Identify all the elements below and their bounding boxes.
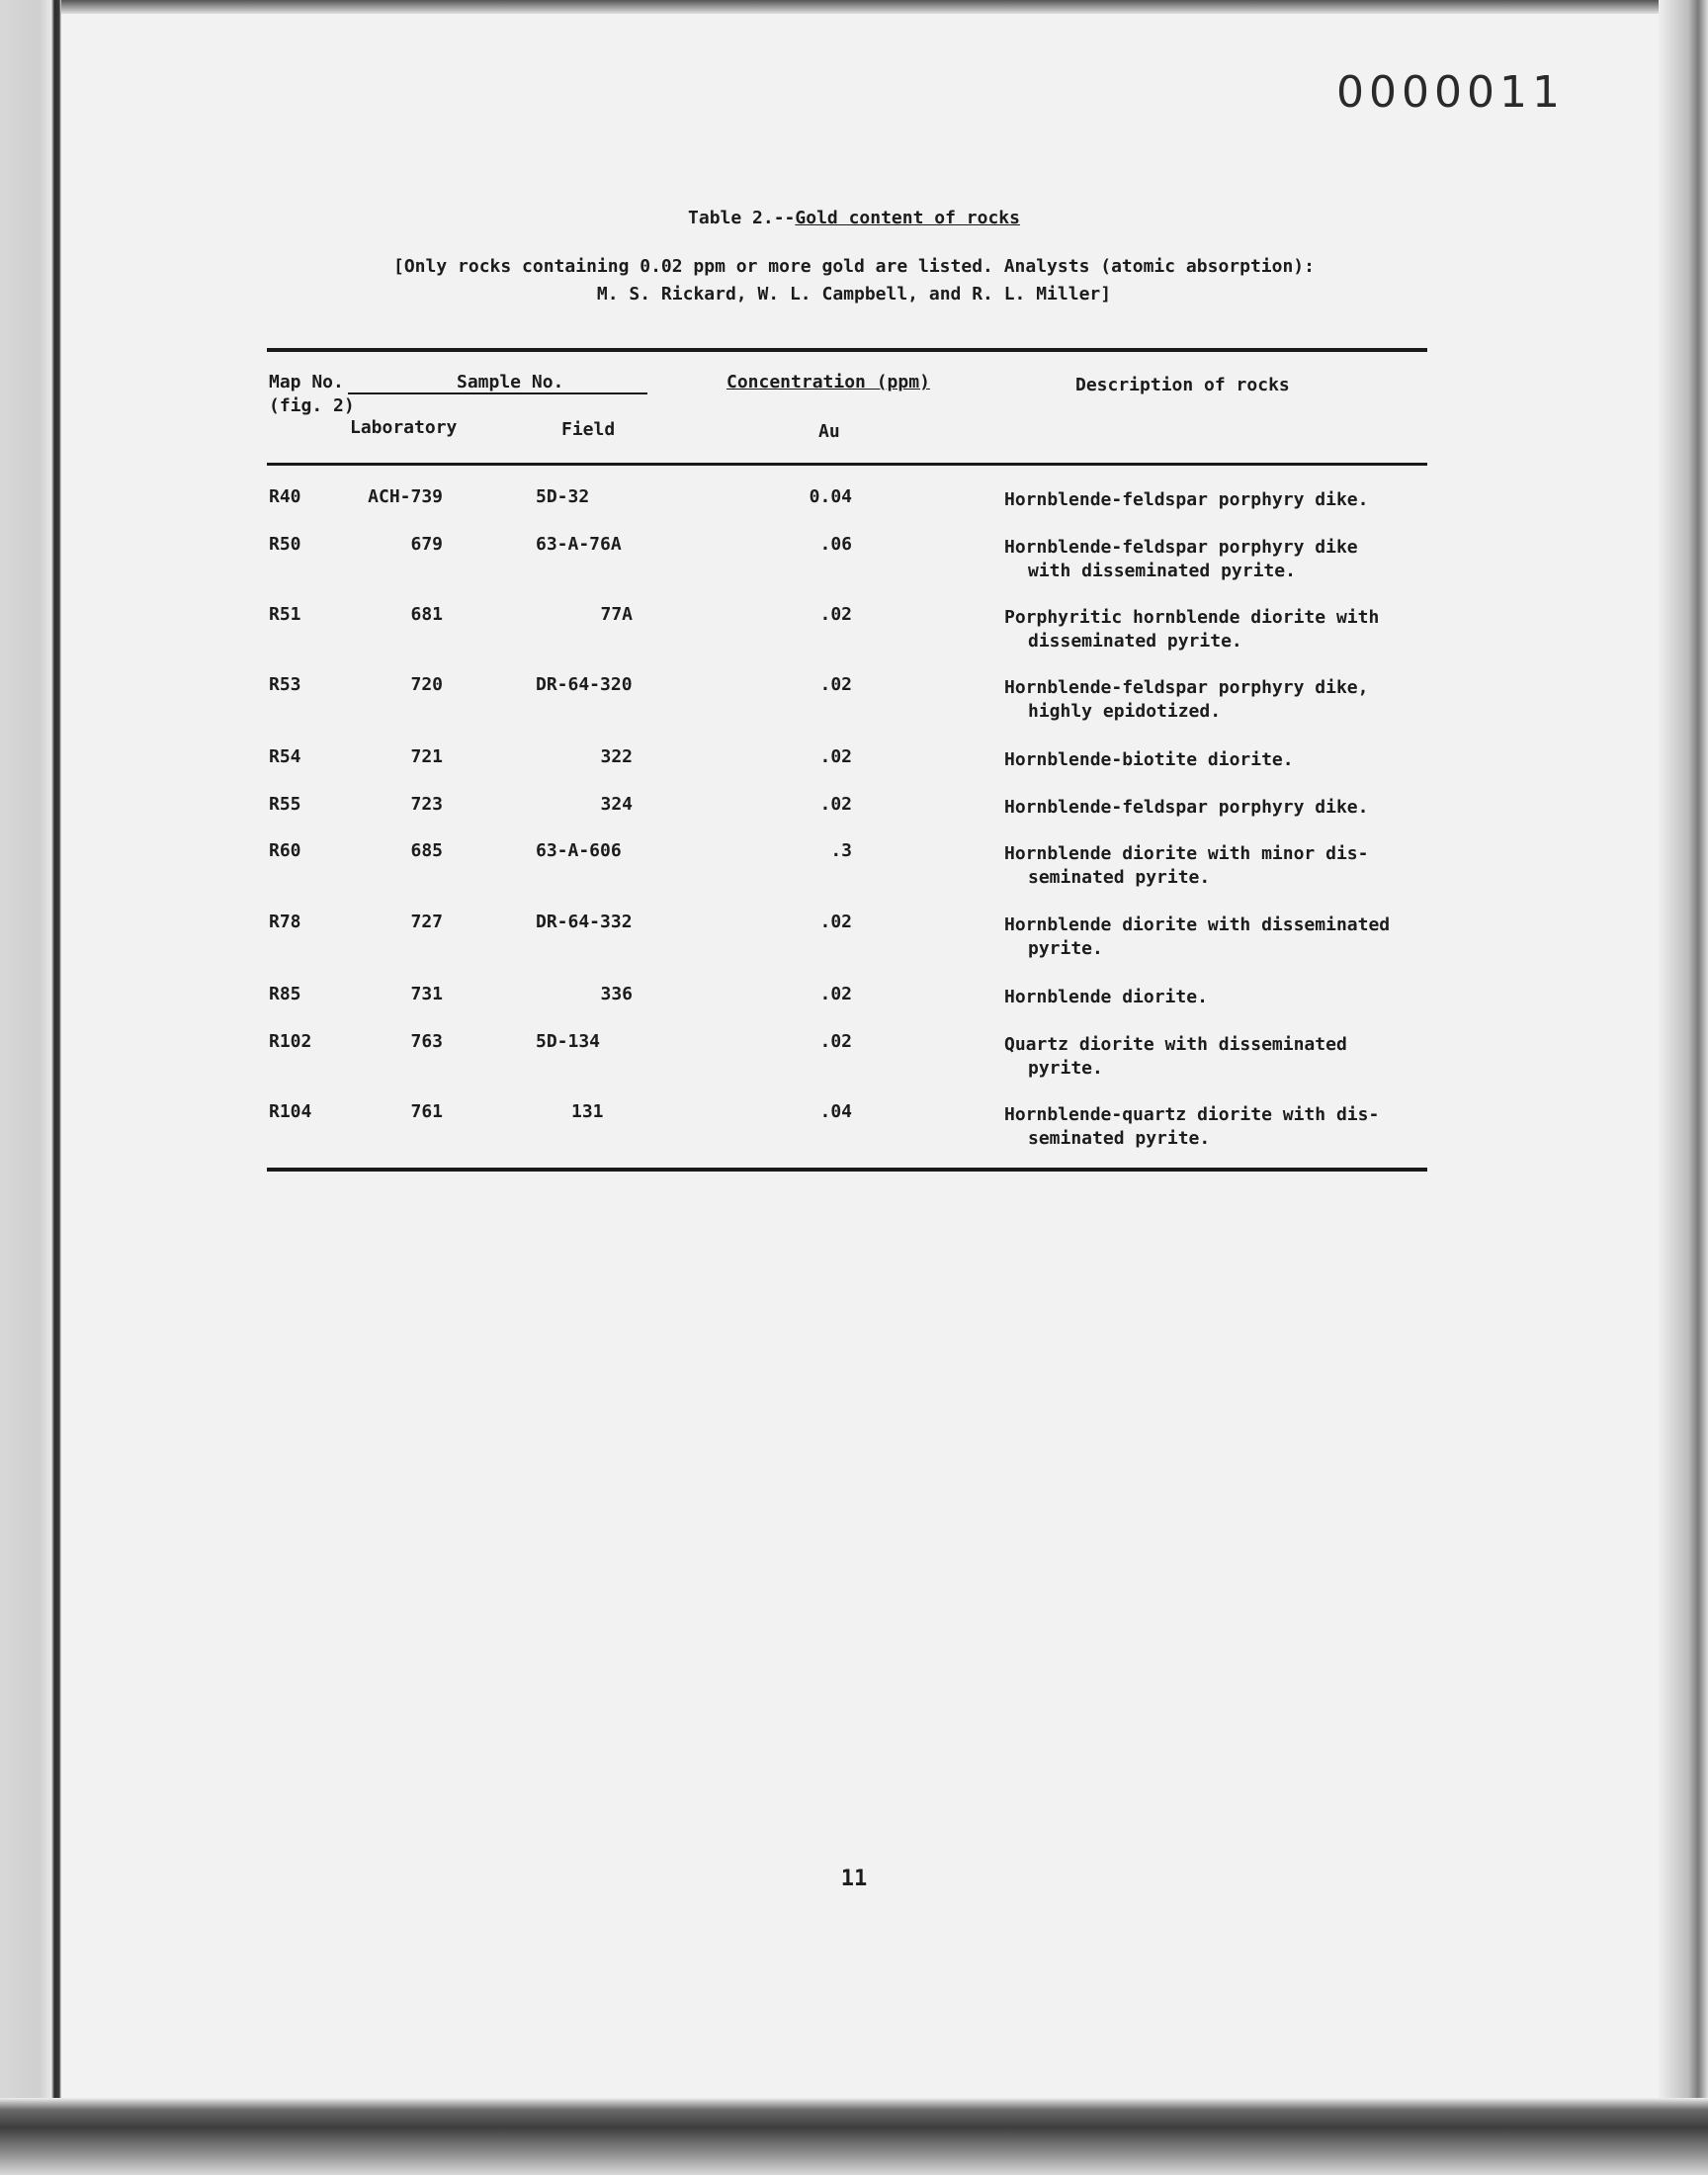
cell-map-no: R78 (269, 912, 301, 932)
scan-bottom-binding (0, 2098, 1708, 2175)
cell-field: 63-A-606 (536, 840, 622, 861)
table-title (0, 208, 1708, 228)
table-row (0, 604, 1708, 663)
header-sample-no: Sample No. (457, 372, 564, 392)
cell-laboratory: ACH-739 (368, 486, 443, 507)
cell-au: .02 (819, 604, 852, 625)
description-line: Hornblende diorite with disseminated (1004, 914, 1391, 935)
cell-laboratory: 721 (410, 746, 443, 767)
cell-au: .02 (819, 674, 852, 695)
description-line: Hornblende-feldspar porphyry dike. (1004, 489, 1369, 510)
cell-map-no: R53 (269, 674, 301, 695)
cell-au: .04 (819, 1101, 852, 1122)
cell-description (1004, 748, 1419, 772)
description-line: Porphyritic hornblende diorite with (1004, 607, 1380, 628)
table-title-text: Gold content of rocks (795, 208, 1020, 228)
table-row (0, 840, 1708, 900)
cell-laboratory: 723 (410, 794, 443, 815)
cell-description (1004, 986, 1419, 1009)
description-line: Hornblende-feldspar porphyry dike. (1004, 797, 1369, 818)
cell-field: 77A (600, 604, 633, 625)
header-field: Field (561, 419, 616, 440)
cell-au: .02 (819, 912, 852, 932)
description-line: pyrite. (1028, 1058, 1103, 1079)
header-concentration: Concentration (ppm) (726, 372, 930, 392)
cell-laboratory: 685 (410, 840, 443, 861)
table-header-rule (267, 463, 1427, 466)
cell-field: 336 (600, 984, 633, 1004)
cell-field: 131 (571, 1101, 604, 1122)
header-fig: (fig. 2) (269, 395, 355, 416)
cell-description (1004, 842, 1419, 890)
header-au: Au (818, 421, 840, 442)
cell-description (1004, 1033, 1419, 1081)
description-line: Hornblende-feldspar porphyry dike (1004, 537, 1358, 558)
cell-description (1004, 488, 1419, 512)
description-line: disseminated pyrite. (1028, 631, 1242, 652)
cell-map-no: R55 (269, 794, 301, 815)
cell-laboratory: 720 (410, 674, 443, 695)
cell-map-no: R50 (269, 534, 301, 555)
description-line: with disseminated pyrite. (1028, 561, 1296, 581)
cell-map-no: R54 (269, 746, 301, 767)
scan-top-edge (0, 0, 1708, 14)
description-line: Hornblende diorite. (1004, 987, 1208, 1007)
cell-field: 63-A-76A (536, 534, 622, 555)
cell-au: .02 (819, 794, 852, 815)
cell-field: 5D-134 (536, 1031, 601, 1052)
cell-description (1004, 606, 1419, 653)
header-map-no: Map No. (269, 372, 344, 392)
page-number: 11 (840, 1867, 868, 1891)
cell-description (1004, 914, 1419, 961)
table-row (0, 1101, 1708, 1161)
cell-au: .3 (830, 840, 852, 861)
cell-description (1004, 1103, 1419, 1151)
cell-laboratory: 763 (410, 1031, 443, 1052)
document-number-stamp: 0000011 (1336, 67, 1565, 118)
table-title-prefix: Table 2.-- (688, 208, 796, 228)
table-note (0, 253, 1708, 308)
cell-field: DR-64-332 (536, 912, 633, 932)
table-row (0, 912, 1708, 971)
table-note-line-2: M. S. Rickard, W. L. Campbell, and R. L. Miller] (596, 284, 1112, 304)
header-description: Description of rocks (1075, 375, 1290, 395)
table-row (0, 1031, 1708, 1090)
cell-au: .06 (819, 534, 852, 555)
table-row (0, 674, 1708, 734)
description-line: Hornblende diorite with minor dis- (1004, 843, 1369, 864)
description-line: Hornblende-biotite diorite. (1004, 749, 1294, 770)
cell-description (1004, 796, 1419, 820)
cell-laboratory: 761 (410, 1101, 443, 1122)
cell-map-no: R85 (269, 984, 301, 1004)
cell-field: 324 (600, 794, 633, 815)
description-line: Hornblende-quartz diorite with dis- (1004, 1104, 1380, 1125)
description-line: seminated pyrite. (1028, 867, 1211, 888)
table-bottom-rule (267, 1168, 1427, 1172)
cell-field: 5D-32 (536, 486, 590, 507)
cell-map-no: R102 (269, 1031, 312, 1052)
description-line: Quartz diorite with disseminated (1004, 1034, 1347, 1055)
cell-field: DR-64-320 (536, 674, 633, 695)
cell-field: 322 (600, 746, 633, 767)
table-top-rule (267, 348, 1427, 352)
table-row (0, 534, 1708, 593)
cell-laboratory: 679 (410, 534, 443, 555)
description-line: Hornblende-feldspar porphyry dike, (1004, 677, 1369, 698)
cell-au: 0.04 (809, 486, 852, 507)
cell-laboratory: 681 (410, 604, 443, 625)
description-line: pyrite. (1028, 938, 1103, 959)
cell-laboratory: 727 (410, 912, 443, 932)
sample-no-rule (348, 392, 647, 394)
cell-description (1004, 676, 1419, 724)
description-line: seminated pyrite. (1028, 1128, 1211, 1149)
cell-map-no: R60 (269, 840, 301, 861)
cell-description (1004, 536, 1419, 583)
cell-au: .02 (819, 746, 852, 767)
table-note-line-1: [Only rocks containing 0.02 ppm or more gold are listed. Analysts (atomic absorption): (393, 256, 1315, 277)
cell-map-no: R40 (269, 486, 301, 507)
cell-laboratory: 731 (410, 984, 443, 1004)
cell-au: .02 (819, 984, 852, 1004)
cell-au: .02 (819, 1031, 852, 1052)
description-line: highly epidotized. (1028, 701, 1222, 722)
cell-map-no: R104 (269, 1101, 312, 1122)
cell-map-no: R51 (269, 604, 301, 625)
header-laboratory: Laboratory (350, 417, 458, 438)
